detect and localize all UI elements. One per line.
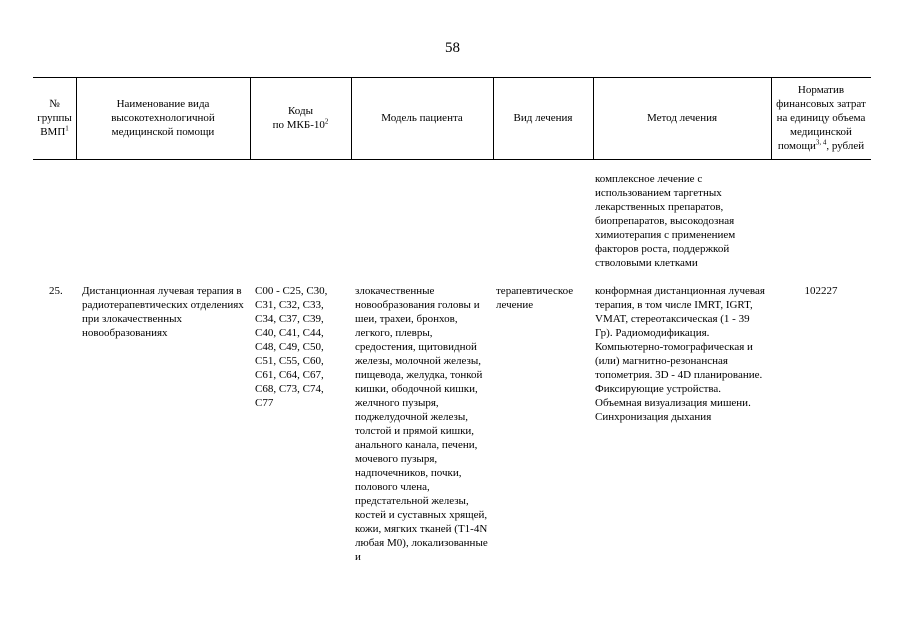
page-number: 58 [445,40,460,56]
row-patient-model: злокачественные новообразования головы и шеи, трахеи, бронхов, легкого, плевры, средостения, щитовидной железы, молочной железы, пищевода, желудка, тонкой кишки, ободочной кишки, желчного пузыря, поджелудочной железы, толстой и прямой кишки, анального канала, печени, мочевого пузыря, надпочечников, почки, полового члена, предстательной железы, костей и суставных хрящей, кожи, мягких тканей (T1-4N любая M0), локализованные и [355,285,488,563]
header-icd-codes: Коды по МКБ-$10^2$ [272,105,329,131]
row-care-type-name: Дистанционная лучевая терапия в радиотерапевтических отделениях при злокачественных новообразованиях [82,285,244,339]
row-treatment-type: терапевтическое лечение [496,285,574,311]
header-bottom-border [33,159,871,160]
header-treatment-method: Метод лечения [646,112,718,124]
row-financial-norm: 102227 [804,285,838,297]
header-group-number: № группы ВМП$^1$ [37,98,72,138]
row-group-number: 25. [49,285,63,297]
header-treatment-type: Вид лечения [513,112,573,124]
row-treatment-method: конформная дистанционная лучевая терапия, в том числе IMRT, IGRT, VMAT, стереотаксическая (1 - 39 Гр). Радиомодификация. Компьютерно-томографическая и (или) магнитно-резонансная топометрия. 3D - 4D планирование. Фиксирующие устройства. Объемная визуализация мишени. Синхронизация дыхания [595,285,765,423]
header-care-type-name: Наименование вида высокотехнологичной медицинской помощи [111,98,215,138]
continuation-method-text: комплексное лечение с использованием таргетных лекарственных препаратов, биопрепаратов, высокодозная химиотерапия с применением факторов роста, поддержкой стволовыми клетками [595,173,736,269]
header-financial-norm: Норматив финансовых затрат на единицу объема медицинской помощи$^{3, 4}$, рублей [776,84,866,152]
header-patient-model: Модель пациента [381,112,463,124]
row-icd-codes: C00 - C25, C30, C31, C32, C33, C34, C37, C39, C40, C41, C44, C48, C49, C50, C51, C55, C60, C61, C64, C67, C68, C73, C74, C77 [255,285,328,409]
